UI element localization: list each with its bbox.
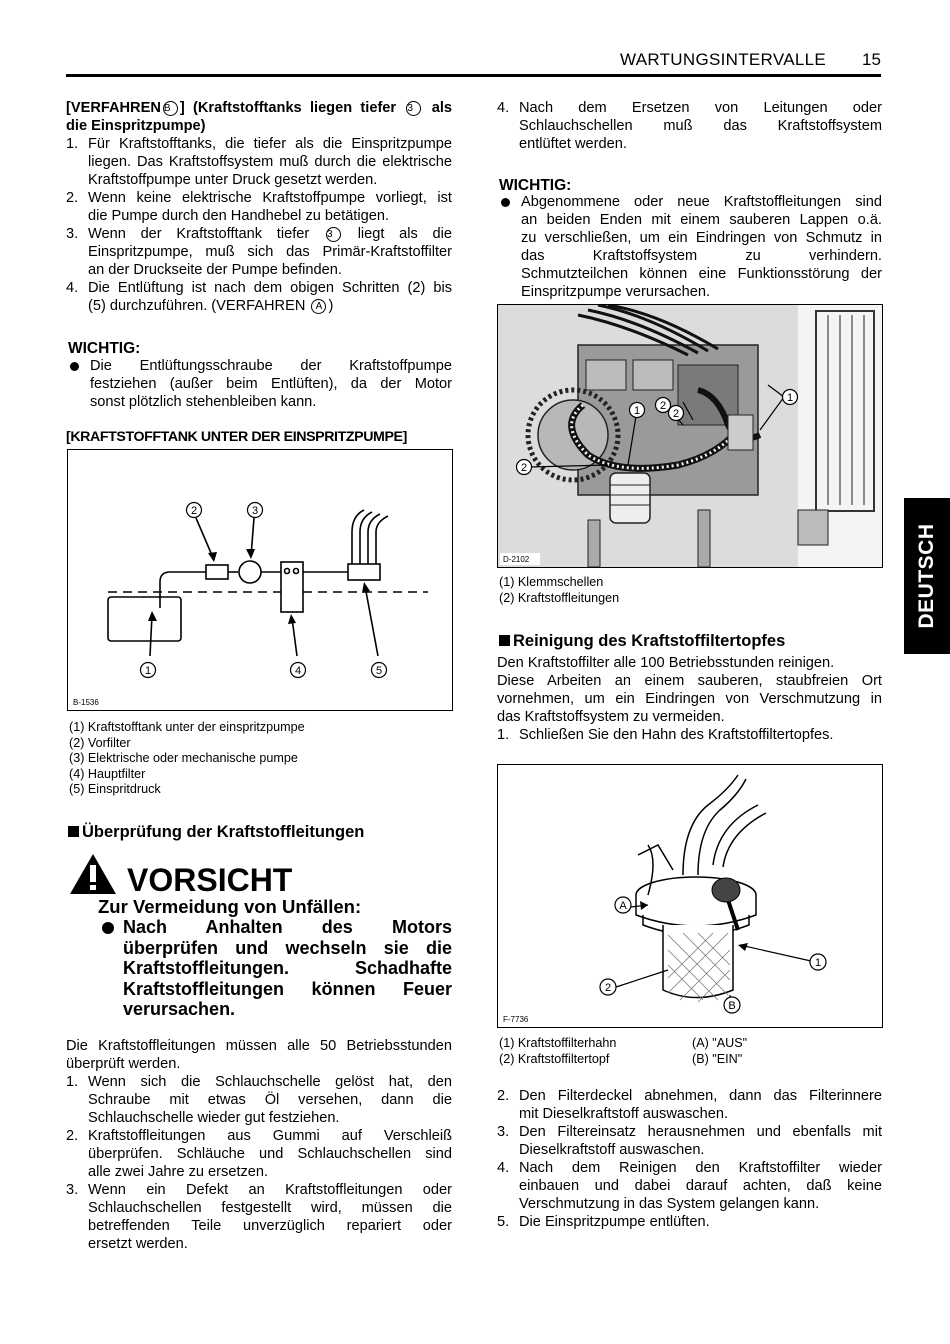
callout-label: 2 [672, 408, 680, 420]
text-line: an der Druckseite der Pumpe befinden. [88, 262, 342, 278]
text-part: ) [328, 298, 334, 314]
caution-subtitle: Zur Vermeidung von Unfällen: [98, 896, 362, 917]
heading-part: als [431, 100, 452, 116]
text-line: mit Dieselkraftstoff auswaschen. [519, 1106, 728, 1122]
list-item [497, 1213, 882, 1231]
text-line: die Pumpe durch den Handhebel zu betätigen. [88, 208, 390, 224]
injection-pipe [368, 514, 380, 564]
verfahren-b-steps [66, 135, 452, 315]
check-steps [66, 1073, 452, 1253]
heading-part: ] (Kraftstofftanks liegen tiefer [179, 100, 397, 116]
text-line: Schließen Sie den Hahn des Kraftstoffiltertopfes. [519, 727, 834, 743]
heading-text: Reinigung des Kraftstoffiltertopfes [513, 632, 786, 650]
list-number: 1. [497, 727, 510, 743]
language-tab-label: DEUTSCH [915, 523, 938, 629]
list-item [497, 726, 882, 744]
leader-line-5 [365, 586, 378, 656]
fuel-system-schematic [67, 449, 453, 711]
caption-line: (2) Kraftstoffleitungen [499, 590, 620, 605]
text-line: entlüftet werden. [519, 136, 627, 152]
text-part: Wenn der Kraftstofftank tiefer [88, 226, 310, 242]
hose [683, 775, 738, 875]
schematic-drawing [68, 450, 452, 710]
list-number: 3. [66, 1182, 79, 1198]
text-line: Schlauchschelle wieder gut festziehen. [88, 1110, 340, 1126]
heading-part: die Einspritzpumpe) [66, 118, 206, 134]
text-line: Einspritzpumpe verursachen. [521, 284, 710, 300]
callout-label: 1 [786, 392, 794, 404]
text-line: überprüft werden. [66, 1056, 181, 1072]
list-item [497, 99, 882, 153]
circled-number-3: 3 [326, 227, 341, 242]
text-line: Schraube mit etwas Öl versehen, dann die [88, 1092, 452, 1108]
list-number: 3. [497, 1124, 510, 1140]
text-line: Verschmutzung in das System gelangen kann. [519, 1196, 820, 1212]
list-number: 4. [66, 280, 79, 296]
wichtig-bullet-1 [68, 357, 452, 411]
warning-triangle-icon [68, 852, 118, 901]
bracket [638, 845, 673, 870]
arrowhead [208, 552, 217, 562]
callout-label: B [728, 1000, 736, 1012]
list-item [66, 279, 452, 315]
text-line: Nach dem Ersetzen von Leitungen oder [519, 100, 882, 116]
text-line [88, 297, 452, 315]
text-line: zu verschließen, um ein Eindringen von Schmutz in [521, 230, 882, 246]
list-number: 2. [66, 190, 79, 206]
list-item [66, 1127, 452, 1181]
text-line: Einspritzpumpe, muß sich das Primär-Kraftstoffilter [88, 244, 452, 260]
caption-line: (1) Kraftstoffilterhahn [499, 1036, 617, 1050]
text-line: Die Entlüftungsschraube der Kraftstoffpumpe [90, 358, 452, 374]
callout-label: 3 [251, 505, 259, 517]
text-line: Kraftstoffleitungen können Feuer [123, 978, 452, 999]
caption-line: (3) Elektrische oder mechanische pumpe [69, 751, 298, 766]
figure-3-captions-right [692, 1036, 747, 1067]
text-line: überprüfen und wechseln sie die [123, 937, 452, 958]
hose [713, 805, 758, 865]
bullet-item [499, 193, 882, 301]
list-item [497, 1087, 882, 1123]
leader-line-4 [292, 618, 297, 656]
heading-text: Überprüfung der Kraftstoffleitungen [82, 823, 365, 841]
text-line: einbauen und dabei darauf achten, daß keine [519, 1178, 882, 1194]
text-line: verursachen. [123, 999, 236, 1019]
list-number: 5. [497, 1214, 510, 1230]
text-line: Schmutzteilchen können eine Funktionsstörung der [521, 266, 882, 282]
clean-intro [497, 654, 882, 744]
callout-label: 2 [659, 400, 667, 412]
text-line: Wenn sich die Schlauchschelle gelöst hat, den [88, 1074, 452, 1090]
list-item [66, 189, 452, 225]
text-line: Schlauchschellen festgestellt wird, müssen die [88, 1200, 452, 1216]
text-line: Kraftstoffleitungen aus Gummi auf Verschleiß [88, 1128, 452, 1144]
list-item [66, 1073, 452, 1127]
text-line: überprüfen. Schläuche und Schlauchschellen sind [88, 1146, 452, 1162]
list-number: 3. [66, 226, 79, 242]
fuel-tank-shape [108, 597, 181, 641]
figure-code: F-7736 [503, 1015, 529, 1024]
figure-code: B-1536 [73, 698, 99, 707]
callout-label: 1 [814, 957, 822, 969]
list-number: 4. [497, 1160, 510, 1176]
bullet-item [68, 357, 452, 411]
wichtig-heading-2: WICHTIG: [499, 177, 572, 194]
text-line: Kraftstoffleitungen. Schadhafte [123, 958, 452, 978]
caption-line: (1) Klemmschellen [499, 575, 604, 589]
text-line: ersetzt werden. [88, 1236, 188, 1252]
injection-pipe [352, 510, 364, 564]
list-number: 2. [497, 1088, 510, 1104]
text-part: (5) durchzuführen. (VERFAHREN [88, 298, 306, 314]
filter-illustration [498, 765, 882, 1027]
arrowhead [246, 549, 255, 559]
list-number: 1. [66, 136, 79, 152]
pump-shape [239, 561, 261, 583]
caption-line: (2) Vorfilter [69, 735, 131, 750]
engine-fuel-lines-photo [497, 304, 883, 568]
injection-pump-shape [348, 564, 380, 580]
text-line: Wenn ein Defekt an Kraftstoffleitungen oder [88, 1182, 452, 1198]
text-line: sonst plötzlich stehenbleiben kann. [90, 394, 317, 410]
verfahren-b-heading [66, 99, 452, 135]
text-line: Den Filterdeckel abnehmen, dann das Filterinnere [519, 1088, 882, 1104]
language-tab [904, 498, 950, 654]
list-number: 4. [497, 100, 510, 116]
list-item [497, 1123, 882, 1159]
injection-pipe [376, 516, 388, 564]
text-line: das Kraftstoffsystem zu verhindern. [521, 248, 882, 264]
filter-bowl [663, 925, 733, 998]
text-line: an beiden Enden mit einem sauberen Lappen o.ä. [521, 212, 882, 228]
callout-label: 1 [633, 405, 641, 417]
lines-step-4 [497, 99, 882, 153]
text-line: Dieselkraftstoff auswaschen. [519, 1142, 705, 1158]
callout-label: 4 [294, 665, 302, 677]
section-marker [68, 826, 79, 837]
figure-1-captions [69, 720, 305, 798]
figure-2-captions [499, 575, 619, 606]
list-item [66, 1181, 452, 1253]
clean-section-heading [499, 632, 785, 651]
circled-letter-b: B [163, 101, 178, 116]
bullet-dot [501, 198, 510, 207]
caution-text [100, 917, 452, 1020]
callout-label: 2 [604, 982, 612, 994]
header-rule [66, 74, 881, 77]
text-line [88, 225, 452, 243]
wichtig-bullet-2 [499, 193, 882, 301]
prefilter-shape [206, 565, 228, 579]
caution-title: VORSICHT [127, 862, 293, 898]
injection-pipe [360, 512, 372, 564]
list-item [66, 225, 452, 279]
section-marker [499, 635, 510, 646]
text-line: Den Kraftstoffilter alle 100 Betriebsstunden reinigen. [497, 655, 835, 671]
circled-letter-a: A [311, 299, 326, 314]
callout-label: 1 [144, 665, 152, 677]
arrowhead [288, 614, 296, 624]
text-part: liegt als die [357, 226, 453, 242]
hose [723, 813, 766, 867]
callout-label: 2 [520, 462, 528, 474]
text-line: das Kraftstoffsystem zu vermeiden. [497, 709, 725, 725]
text-line: Wenn keine elektrische Kraftstoffpumpe vorliegt, ist [88, 190, 452, 206]
caution-bullet [100, 917, 452, 1020]
engine-illustration [498, 305, 882, 567]
bullet-dot [70, 362, 79, 371]
wichtig-heading-1: WICHTIG: [68, 340, 141, 357]
text-line: Den Filtereinsatz herausnehmen und ebenfalls mit [519, 1124, 882, 1140]
caption-line: (1) Kraftstofftank unter der einspritzpumpe [69, 720, 305, 734]
text-line: Für Kraftstofftanks, die tiefer als die Einspritzpumpe [88, 136, 452, 152]
check-section-heading [68, 823, 364, 842]
list-number: 1. [66, 1074, 79, 1090]
page-number: 15 [862, 50, 881, 69]
check-intro [66, 1037, 452, 1073]
list-number: 2. [66, 1128, 79, 1144]
text-line: Die Entlüftung ist nach dem obigen Schritten (2) bis [88, 280, 452, 296]
fuel-filter-pot-drawing [497, 764, 883, 1028]
caption-line: (5) Einspritdruck [69, 782, 161, 797]
text-line: festziehen (außer beim Entlüften), da der Motor [90, 376, 452, 392]
text-line: Nach Anhalten des Motors [123, 917, 452, 937]
caption-line: (2) Kraftstoffiltertopf [499, 1051, 610, 1066]
circled-number-3: 3 [406, 101, 421, 116]
list-item [66, 135, 452, 189]
text-line: liegen. Das Kraftstoffsystem muß durch die elektrische [88, 154, 452, 170]
caption-line: (A) "AUS" [692, 1036, 748, 1050]
text-line: Die Einspritzpumpe entlüften. [519, 1214, 710, 1230]
caption-line: (4) Hauptfilter [69, 766, 146, 781]
text-line: Abgenommene oder neue Kraftstoffleitungen sind [521, 194, 882, 210]
callout-label: 5 [375, 665, 383, 677]
filter-cap-ring [636, 895, 756, 926]
text-line: vornehmen, um ein Eindringen von Verschmutzung in [497, 691, 882, 707]
figure-code: D-2102 [503, 555, 530, 564]
text-line: Die Kraftstoffleitungen müssen alle 50 Betriebsstunden [66, 1038, 452, 1054]
text-line: alle zwei Jahre zu ersetzen. [88, 1164, 269, 1180]
filter-cock [712, 878, 740, 902]
text-line: Schlauchschellen muß das Kraftstoffsystem [519, 118, 882, 134]
clean-steps [497, 1087, 882, 1231]
callout-label: 2 [190, 505, 198, 517]
text-line: Diese Arbeiten an einem sauberen, staubfreien Ort [497, 673, 882, 689]
running-header-title: WARTUNGSINTERVALLE [620, 50, 826, 69]
text-line: betreffenden Teile unverzüglich repariert oder [88, 1218, 452, 1234]
bullet-dot [102, 922, 114, 934]
heading-part: [VERFAHREN [66, 100, 161, 116]
callout-label: A [619, 900, 627, 912]
caption-line: (B) "EIN" [692, 1051, 743, 1066]
tank-section-heading: [KRAFTSTOFFTANK UNTER DER EINSPRITZPUMPE] [66, 429, 407, 445]
text-line: Kraftstoffpumpe unter Druck gesetzt werden. [88, 172, 378, 188]
figure-3-captions-left [499, 1036, 616, 1067]
list-item [497, 1159, 882, 1213]
text-line: Nach dem Reinigen den Kraftstoffilter wieder [519, 1160, 882, 1176]
